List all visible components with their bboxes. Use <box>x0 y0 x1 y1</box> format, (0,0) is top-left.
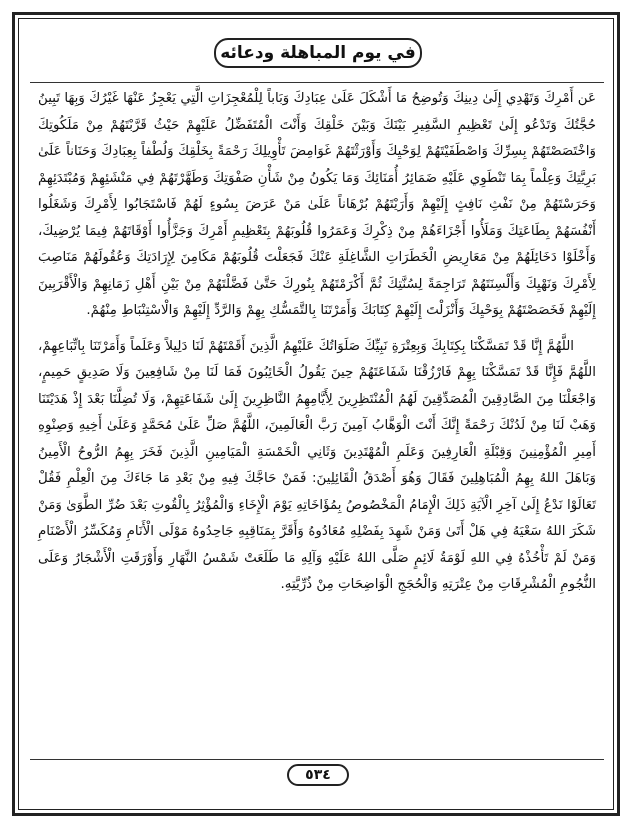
footer-rule <box>30 759 604 760</box>
header-rule <box>30 82 604 83</box>
paragraph: اللَّهُمَّ إِنَّا قَدْ تَمَسَّكْنَا بِكِتَابِكَ وَبِعِتْرَةِ نَبِيِّكَ صَلَوَاتُكَ عَلَيْهِمُ الَّذِينَ أَقَمْتَهُمْ لَنَا دَلِيلاً وَعَلَماً وَأَمَرْتَنَا بِاتِّبَاعِهِمْ، اللَّهُمَّ فَإِنَّا قَدْ تَمَسَّكْنَا بِهِمْ فَارْزُقْنَا شَفَاعَتَهُمْ حِينَ يَقُولُ الْخَائِبُونَ فَمَا لَنَا مِنْ شَافِعِينَ وَلَا صَدِيقٍ حَمِيمٍ، وَاجْعَلْنَا مِنَ الصَّادِقِينَ الْمُصَدِّقِينَ لَهُمُ الْمُنْتَظِرِينَ لِأَيَّامِهِمُ النَّاظِرِينَ إِلَىٰ شَفَاعَتِهِمْ، وَلَا تُضِلَّنَا بَعْدَ إِذْ هَدَيْتَنَا وَهَبْ لَنَا مِنْ لَدُنْكَ رَحْمَةً إِنَّكَ أَنْتَ الْوَهَّابُ آمِينَ رَبَّ الْعَالَمِينَ، اللَّهُمَّ صَلِّ عَلَىٰ مُحَمَّدٍ وَعَلَىٰ أَخِيهِ وَصِنْوِهِ أَمِيرِ الْمُؤْمِنِينَ وَقِبْلَةِ الْعَارِفِينَ وَعَلَمِ الْمُهْتَدِينَ وَثَانِي الْخَمْسَةِ الْمَيَامِينِ الَّذِينَ فَخَرَ بِهِمُ الرُّوحُ الْأَمِينُ وَبَاهَلَ اللهُ بِهِمُ الْمُبَاهِلِينَ فَقَالَ وَهُوَ أَصْدَقُ الْقَائِلِينَ: فَمَنْ حَاجَّكَ فِيهِ مِنْ بَعْدِ مَا جَاءَكَ مِنَ الْعِلْمِ فَقُلْ تَعَالَوْا نَدْعُ إِلَىٰ آخِرِ الْآيَةِ ذَلِكَ الْإِمَامُ الْمَخْصُوصُ بِمُؤَاخَاتِهِ يَوْمَ الْإِخَاءِ وَالْمُؤْثِرُ بِالْقُوتِ بَعْدَ ضُرِّ الطَّوَىٰ وَمَنْ شَكَرَ اللهُ سَعْيَهُ فِي هَلْ أَتَىٰ وَمَنْ شَهِدَ بِفَضْلِهِ مُعَادُوهُ وَأَقَرَّ بِمَنَاقِبِهِ جَاحِدُوهُ مَوْلَى الْأَنَامِ وَمُكَسِّرُ الْأَصْنَامِ وَمَنْ لَمْ تَأْخُذْهُ فِي اللهِ لَوْمَةُ لَائِمٍ صَلَّى اللهُ عَلَيْهِ وَآلِهِ مَا طَلَعَتْ شَمْسُ النَّهَارِ وَأَوْرَقَتِ الْأَشْجَارُ وَعَلَى النُّجُومِ الْمُشْرِقَاتِ مِنْ عِتْرَتِهِ وَالْحُجَجِ الْوَاضِحَاتِ مِنْ ذُرِّيَّتِهِ. <box>38 338 596 592</box>
body-text <box>38 86 596 599</box>
page-number <box>287 764 349 786</box>
paragraph: عَن أَمْرِكَ وَتَهْدِي إِلَىٰ دِينِكَ وَتُوضِحُ مَا أَشْكَلَ عَلَىٰ عِبَادِكَ وَبَاباً لِلْمُعْجِزَاتِ الَّتِي يَعْجِزُ عَنْهَا غَيْرُكَ وَبِهَا تَبِينُ حُجَّتُكَ وَتَدْعُو إِلَىٰ تَعْظِيمِ السَّفِيرِ بَيْنَكَ وَبَيْنَ خَلْقِكَ وَأَنْتَ الْمُتَفَضِّلُ عَلَيْهِمْ حَيْثُ قَرَّبْتَهُمْ مِنْ مَلَكُوتِكَ وَاخْتَصَصْتَهُمْ بِسِرِّكَ وَاصْطَفَيْتَهُمْ لِوَحْيِكَ وَأَوْرَثْتَهُمْ غَوَامِضَ تَأْوِيلِكَ رَحْمَةً بِخَلْقِكَ وَلُطْفاً بِعِبَادِكَ وَحَنَاناً عَلَىٰ بَرِيَّتِكَ وَعِلْماً بِمَا تَنْطَوِي عَلَيْهِ ضَمَائِرُ أُمَنَائِكَ وَمَا يَكُونُ مِنْ شَأْنِ صَفْوَتِكَ وَطَهَّرْتَهُمْ فِي مَنْشَئِهِمْ وَمُبْتَدَئِهِمْ وَحَرَسْتَهُمْ مِنْ نَفْثِ نَافِثٍ إِلَيْهِمْ وَأَرَيْتَهُمْ بُرْهَاناً عَلَىٰ مَنْ عَرَضَ بِسُوءٍ لَهُمْ فَاسْتَجَابُوا لِأَمْرِكَ وَشَغَلُوا أَنْفُسَهُمْ بِطَاعَتِكَ وَمَلَأُوا أَجْزَاءَهُمْ مِنْ ذِكْرِكَ وَعَمَرُوا قُلُوبَهُمْ بِتَعْظِيمِ أَمْرِكَ وَجَزَّأُوا أَوْقَاتَهُمْ فِيمَا يُرْضِيكَ، وَأَخْلَوْا دَخَائِلَهُمْ مِنْ مَعَارِيضِ الْخَطَرَاتِ الشَّاغِلَةِ عَنْكَ فَجَعَلْتَ قُلُوبَهُمْ مَكَامِنَ لِإِرَادَتِكَ وَعُقُولَهُمْ مَنَاصِبَ لِأَمْرِكَ وَنَهْيِكَ وَأَلْسِنَتَهُمْ تَرَاجِمَةً لِسُنَّتِكَ ثُمَّ أَكْرَمْتَهُمْ بِنُورِكَ حَتَّىٰ فَضَّلْتَهُمْ مِنْ بَيْنِ أَهْلِ زَمَانِهِمْ وَالْأَقْرَبِينَ إِلَيْهِمْ فَخَصَصْتَهُمْ بِوَحْيِكَ وَأَنْزَلْتَ إِلَيْهِمْ كِتَابَكَ وَأَمَرْتَنَا بِالتَّمَسُّكِ بِهِمْ وَالرَّدِّ إِلَيْهِمْ وَالْاسْتِنْبَاطِ مِنْهُمْ. <box>38 91 596 318</box>
header-title: في يوم المباهلة ودعائه <box>220 43 416 63</box>
page-number-label: ٥٣٤ <box>305 767 331 783</box>
page-header <box>214 38 422 68</box>
